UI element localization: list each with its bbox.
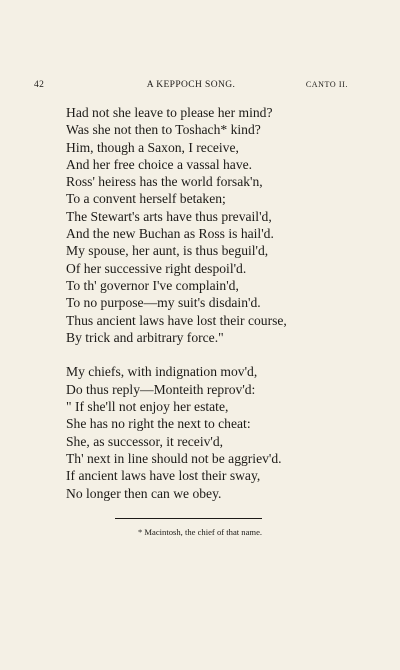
running-title: A KEPPOCH SONG. [146, 80, 236, 90]
verse-line: Do thus reply—Monteith reprov'd: [66, 381, 256, 397]
stanza [66, 363, 366, 501]
verse-line: To no purpose—my suit's disdain'd. [66, 295, 261, 311]
verse-line: " If she'll not enjoy her estate, [66, 399, 229, 415]
verse-line: Had not she leave to please her mind? [66, 105, 273, 120]
verse-line: Thus ancient laws have lost their course, [66, 312, 287, 328]
verse-line: Him, though a Saxon, I receive, [66, 139, 239, 155]
verse-line: My spouse, her aunt, is thus beguil'd, [66, 243, 269, 259]
page-header [34, 80, 348, 94]
verse-line: To a convent herself betaken; [66, 191, 226, 207]
poem-body [66, 104, 366, 502]
verse-line: And the new Buchan as Ross is hail'd. [66, 226, 274, 242]
verse-line: Of her successive right despoil'd. [66, 260, 247, 276]
verse-line: Ross' heiress has the world forsak'n, [66, 174, 263, 190]
verse-line: She, as successor, it receiv'd, [66, 433, 224, 449]
verse-line: The Stewart's arts have thus prevail'd, [66, 208, 272, 224]
verse-line: And her free choice a vassal have. [66, 156, 253, 172]
verse-line: Th' next in line should not be aggriev'd. [66, 450, 282, 466]
verse-line: No longer then can we obey. [66, 485, 222, 501]
verse-line: If ancient laws have lost their sway, [66, 468, 261, 484]
stanza [66, 104, 366, 346]
verse-line: To th' governor I've complain'd, [66, 277, 239, 293]
canto-label: CANTO II. [305, 80, 348, 89]
verse-line: She has no right the next to cheat: [66, 416, 251, 432]
verse-line: My chiefs, with indignation mov'd, [66, 364, 258, 380]
page-number: 42 [34, 80, 45, 90]
verse-line: Was she not then to Toshach* kind? [66, 122, 261, 138]
verse-line: By trick and arbitrary force." [66, 329, 224, 345]
footnote-divider [115, 518, 262, 519]
footnote: * Macintosh, the chief of that name. [137, 527, 263, 537]
